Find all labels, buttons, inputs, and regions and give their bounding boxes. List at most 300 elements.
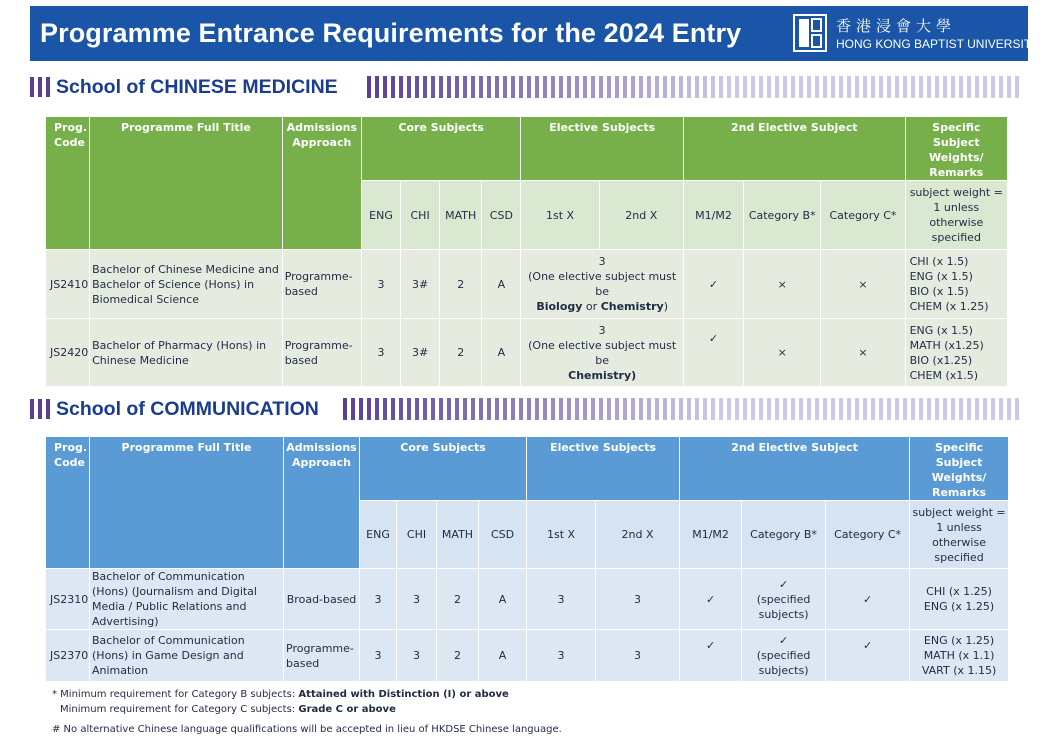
subheader-2nd-x: 2nd X [599, 181, 683, 250]
weight-item: BIO (x 1.5) [909, 285, 969, 298]
elective-note-subjects: Biology or Chemistry) [536, 300, 668, 313]
category-b-value [744, 250, 821, 319]
weight-item: ENG (x 1.5) [909, 270, 973, 283]
decorative-bar [487, 398, 491, 420]
decorative-bar [583, 76, 587, 98]
category-b-value [742, 630, 826, 682]
decorative-bar [991, 398, 995, 420]
check-icon: ✓ [708, 332, 719, 345]
decorative-bar [495, 76, 499, 98]
decorative-bar [615, 398, 619, 420]
decorative-bar [415, 76, 419, 98]
decorative-bar [879, 398, 883, 420]
decorative-bar [375, 76, 379, 98]
decorative-bar [503, 76, 507, 98]
subheader-1st-x: 1st X [527, 501, 596, 569]
subheader-chi: CHI [401, 181, 440, 250]
check-icon: ✓ [778, 577, 789, 591]
decorative-bar [807, 398, 811, 420]
decorative-bar [759, 398, 763, 420]
decorative-bar [391, 398, 395, 420]
category-c-value [826, 569, 910, 630]
decorative-bar [1015, 76, 1019, 98]
cross-icon: × [858, 277, 868, 291]
csd-level: A [479, 630, 527, 682]
decorative-bar [567, 398, 571, 420]
elective-min-level: 3 [598, 323, 606, 337]
decorative-bar [447, 76, 451, 98]
decorative-bar [479, 398, 483, 420]
decorative-bar [383, 398, 387, 420]
weight-item: VART (x 1.15) [921, 664, 997, 677]
decorative-bar [591, 76, 595, 98]
weight-item: ENG (x 1.5) [909, 323, 973, 337]
decorative-bar [839, 76, 843, 98]
m1m2-value [680, 630, 742, 682]
cross-icon: × [777, 277, 787, 291]
category-c-value [821, 319, 905, 387]
decorative-bar [727, 398, 731, 420]
decorative-bar [751, 76, 755, 98]
section-heading-communication [30, 396, 319, 422]
eng-level: 3 [360, 630, 397, 682]
subject-weights [905, 250, 1007, 319]
decorative-bar [567, 76, 571, 98]
prog-code: JS2420 [46, 319, 90, 387]
subheader-weights-default: subject weight = 1 unless otherwise specified [910, 501, 1009, 569]
weight-item: MATH (x 1.1) [923, 649, 995, 662]
cross-icon: × [777, 346, 787, 359]
subheader-csd: CSD [482, 181, 521, 250]
csd-level: A [479, 569, 527, 630]
2nd-x-level: 3 [596, 569, 680, 630]
elective-note: (One elective subject must be [528, 338, 677, 367]
decorative-bar [863, 76, 867, 98]
decorative-bar [943, 76, 947, 98]
section-bars-icon [30, 399, 50, 419]
decorative-bar [359, 398, 363, 420]
header-2nd-elective: 2nd Elective Subject [683, 117, 905, 181]
decorative-bar [391, 76, 395, 98]
decorative-bar [1007, 76, 1011, 98]
subheader-m1m2: M1/M2 [683, 181, 743, 250]
decorative-bar [831, 398, 835, 420]
decorative-bar [671, 398, 675, 420]
subject-weights [905, 319, 1007, 387]
category-b-note: (specified subjects) [756, 592, 811, 621]
decorative-bar [919, 398, 923, 420]
decorative-bar [663, 398, 667, 420]
category-c-value [821, 250, 905, 319]
subheader-chi: CHI [397, 501, 437, 569]
m1m2-value [683, 319, 743, 387]
decorative-bar [663, 76, 667, 98]
decorative-bar [783, 76, 787, 98]
decorative-bar [679, 76, 683, 98]
decorative-bar [815, 398, 819, 420]
decorative-bar [991, 76, 995, 98]
header-programme-title: Programme Full Title [90, 437, 284, 569]
hkbu-logo-icon [793, 14, 827, 52]
category-b-value [744, 319, 821, 387]
chi-level: 3# [401, 319, 440, 387]
decorative-bar [575, 398, 579, 420]
title-banner [30, 6, 1040, 61]
decorative-bar [343, 398, 347, 420]
table-row [46, 250, 1008, 319]
chi-level: 3 [397, 630, 437, 682]
category-b-value [742, 569, 826, 630]
header-programme-title: Programme Full Title [90, 117, 283, 250]
subheader-eng: ENG [360, 501, 397, 569]
decorative-bar [1007, 398, 1011, 420]
decorative-bar [575, 76, 579, 98]
table-chinese-medicine [45, 116, 1008, 387]
decorative-bar [719, 398, 723, 420]
subheader-category-b: Category B* [744, 181, 821, 250]
header-subject-weights: Specific Subject Weights/ Remarks [910, 437, 1009, 501]
admissions-approach: Programme-based [282, 250, 361, 319]
decorative-bar [615, 76, 619, 98]
decorative-bar [975, 398, 979, 420]
decorative-bar [911, 76, 915, 98]
decorative-bar [607, 76, 611, 98]
subject-weights [910, 630, 1009, 682]
decorative-bar [743, 398, 747, 420]
math-level: 2 [437, 630, 479, 682]
decorative-bar [655, 76, 659, 98]
decorative-bar [439, 398, 443, 420]
subheader-2nd-x: 2nd X [596, 501, 680, 569]
table-row [46, 319, 1008, 387]
decorative-bar [535, 76, 539, 98]
eng-level: 3 [361, 250, 400, 319]
decorative-bar [687, 398, 691, 420]
programme-title: Bachelor of Communication (Hons) (Journalism and Digital Media / Public Relations and Advertising) [90, 569, 284, 630]
decorative-bar [839, 398, 843, 420]
decorative-bar [455, 398, 459, 420]
decorative-bar [807, 76, 811, 98]
decorative-bars-communication [343, 398, 1028, 420]
decorative-bar [959, 76, 963, 98]
programme-title: Bachelor of Pharmacy (Hons) in Chinese Medicine [90, 319, 283, 387]
decorative-bar [423, 76, 427, 98]
check-icon: ✓ [778, 634, 789, 647]
decorative-bar [687, 76, 691, 98]
decorative-bar [823, 398, 827, 420]
logo-english-name: HONG KONG BAPTIST UNIVERSITY [836, 37, 1040, 51]
decorative-bar [791, 76, 795, 98]
subheader-category-b: Category B* [742, 501, 826, 569]
decorative-bar [431, 398, 435, 420]
decorative-bar [919, 76, 923, 98]
subheader-csd: CSD [479, 501, 527, 569]
decorative-bar [847, 398, 851, 420]
m1m2-value [680, 569, 742, 630]
decorative-bar [975, 76, 979, 98]
footnote-chinese-language: # No alternative Chinese language qualifications will be accepted in lieu of HKDSE Chinese language. [52, 724, 562, 735]
section-title: CHINESE MEDICINE [150, 75, 338, 98]
check-icon: ✓ [862, 592, 873, 606]
decorative-bar [367, 398, 371, 420]
decorative-bar [903, 76, 907, 98]
decorative-bar [703, 398, 707, 420]
weight-item: MATH (x1.25) [909, 338, 984, 352]
header-prog-code: Prog. Code [46, 437, 90, 569]
decorative-bar [999, 398, 1003, 420]
decorative-bar [543, 398, 547, 420]
subject-weights [910, 569, 1009, 630]
prog-code: JS2370 [46, 630, 90, 682]
decorative-bar [351, 398, 355, 420]
decorative-bar [767, 76, 771, 98]
page-title: Programme Entrance Requirements for the 2024 Entry [40, 18, 742, 48]
decorative-bar [623, 76, 627, 98]
decorative-bar [551, 398, 555, 420]
decorative-bar [951, 76, 955, 98]
decorative-bar [407, 76, 411, 98]
decorative-bar [727, 76, 731, 98]
decorative-bar [551, 76, 555, 98]
table-communication [45, 436, 1009, 682]
decorative-bar [967, 398, 971, 420]
decorative-bar [911, 398, 915, 420]
decorative-bar [631, 398, 635, 420]
decorative-bar [399, 398, 403, 420]
csd-level: A [482, 250, 521, 319]
decorative-bar [631, 76, 635, 98]
decorative-bar [887, 398, 891, 420]
decorative-bar [847, 76, 851, 98]
subheader-category-c: Category C* [821, 181, 905, 250]
decorative-bar [879, 76, 883, 98]
decorative-bar [735, 76, 739, 98]
decorative-bar [855, 398, 859, 420]
footnote-category-b: * Minimum requirement for Category B subjects: Attained with Distinction (I) or above [52, 689, 509, 700]
decorative-bar [511, 76, 515, 98]
m1m2-value [683, 250, 743, 319]
decorative-bar [559, 76, 563, 98]
elective-note: (One elective subject must be [528, 270, 677, 298]
admissions-approach: Programme-based [282, 319, 361, 387]
1st-x-level: 3 [527, 569, 596, 630]
decorative-bar [983, 398, 987, 420]
decorative-bar [743, 76, 747, 98]
header-subject-weights: Specific Subject Weights/ Remarks [905, 117, 1007, 181]
check-icon: ✓ [705, 639, 716, 652]
decorative-bar [871, 398, 875, 420]
decorative-bar [775, 76, 779, 98]
decorative-bar [735, 398, 739, 420]
decorative-bar [423, 398, 427, 420]
decorative-bar [903, 398, 907, 420]
decorative-bar [983, 76, 987, 98]
decorative-bar [815, 76, 819, 98]
chi-level: 3# [401, 250, 440, 319]
footnote-category-c: Minimum requirement for Category C subjects: Grade C or above [60, 704, 396, 715]
decorative-bar [831, 76, 835, 98]
decorative-bar [799, 398, 803, 420]
decorative-bar [887, 76, 891, 98]
check-icon: ✓ [705, 592, 716, 606]
header-core-subjects: Core Subjects [361, 117, 520, 181]
decorative-bar [519, 398, 523, 420]
subheader-category-c: Category C* [826, 501, 910, 569]
decorative-bar [759, 76, 763, 98]
decorative-bar [711, 76, 715, 98]
math-level: 2 [440, 319, 482, 387]
decorative-bar [767, 398, 771, 420]
programme-title: Bachelor of Communication (Hons) in Game Design and Animation [90, 630, 284, 682]
decorative-bar [871, 76, 875, 98]
header-admissions-approach: Admissions Approach [282, 117, 361, 250]
decorative-bar [783, 398, 787, 420]
weight-item: ENG (x 1.25) [923, 600, 995, 613]
decorative-bar [695, 398, 699, 420]
decorative-bar [455, 76, 459, 98]
decorative-bar [519, 76, 523, 98]
elective-note-subjects: Chemistry) [568, 368, 637, 382]
decorative-bar [495, 398, 499, 420]
header-admissions-approach: Admissions Approach [284, 437, 360, 569]
decorative-bar [935, 76, 939, 98]
cross-icon: × [858, 346, 868, 359]
table-row [46, 569, 1009, 630]
2nd-x-level: 3 [596, 630, 680, 682]
section-title-prefix: School of [56, 75, 151, 98]
decorative-bar [503, 398, 507, 420]
elective-min-level: 3 [598, 255, 606, 268]
decorative-bar [895, 76, 899, 98]
elective-requirement [521, 250, 684, 319]
csd-level: A [482, 319, 521, 387]
decorative-bar [599, 398, 603, 420]
decorative-bar [479, 76, 483, 98]
weight-item: CHEM (x1.5) [909, 368, 979, 382]
decorative-bar [943, 398, 947, 420]
decorative-bar [799, 76, 803, 98]
section-bars-icon [30, 77, 50, 97]
math-level: 2 [440, 250, 482, 319]
math-level: 2 [437, 569, 479, 630]
decorative-bar [415, 398, 419, 420]
decorative-bar [639, 398, 643, 420]
decorative-bar [543, 76, 547, 98]
subheader-1st-x: 1st X [521, 181, 599, 250]
decorative-bar [431, 76, 435, 98]
decorative-bar [439, 76, 443, 98]
decorative-bar [927, 398, 931, 420]
decorative-bar [959, 398, 963, 420]
decorative-bar [591, 398, 595, 420]
subheader-math: MATH [440, 181, 482, 250]
weight-item: BIO (x1.25) [909, 353, 973, 367]
decorative-bar [367, 76, 371, 98]
weight-item: CHEM (x 1.25) [909, 300, 989, 313]
category-b-note: (specified subjects) [756, 649, 811, 677]
category-c-value [826, 630, 910, 682]
decorative-bar [791, 398, 795, 420]
decorative-bar [671, 76, 675, 98]
decorative-bar [527, 76, 531, 98]
decorative-bar [927, 76, 931, 98]
decorative-bar [559, 398, 563, 420]
decorative-bar [471, 76, 475, 98]
decorative-bar [895, 398, 899, 420]
decorative-bar [951, 398, 955, 420]
decorative-bar [463, 76, 467, 98]
decorative-bar [695, 76, 699, 98]
prog-code: JS2410 [46, 250, 90, 319]
decorative-bar [407, 398, 411, 420]
decorative-bar [775, 398, 779, 420]
decorative-bar [647, 76, 651, 98]
subheader-weights-default: subject weight = 1 unless otherwise specified [905, 181, 1007, 250]
table-row [46, 630, 1009, 682]
decorative-bar [583, 398, 587, 420]
decorative-bar [703, 76, 707, 98]
decorative-bar [823, 76, 827, 98]
decorative-bar [655, 398, 659, 420]
header-2nd-elective: 2nd Elective Subject [680, 437, 910, 501]
weight-item: CHI (x 1.25) [926, 585, 992, 598]
subheader-eng: ENG [361, 181, 400, 250]
decorative-bar [1015, 398, 1019, 420]
section-heading-chinese-medicine [30, 74, 338, 100]
decorative-bar [399, 76, 403, 98]
header-prog-code: Prog. Code [46, 117, 90, 250]
section-title: COMMUNICATION [150, 397, 319, 420]
elective-requirement [521, 319, 684, 387]
decorative-bar [679, 398, 683, 420]
decorative-bar [511, 398, 515, 420]
admissions-approach: Broad-based [284, 569, 360, 630]
header-elective-subjects: Elective Subjects [527, 437, 680, 501]
section-title-prefix: School of [56, 397, 151, 420]
header-elective-subjects: Elective Subjects [521, 117, 684, 181]
weight-item: ENG (x 1.25) [923, 634, 995, 647]
decorative-bar [719, 76, 723, 98]
admissions-approach: Programme-based [284, 630, 360, 682]
decorative-bar [599, 76, 603, 98]
decorative-bar [527, 398, 531, 420]
decorative-bar [863, 398, 867, 420]
decorative-bars-chinese-medicine [367, 76, 1028, 98]
eng-level: 3 [361, 319, 400, 387]
decorative-bar [751, 398, 755, 420]
decorative-bar [375, 398, 379, 420]
check-icon: ✓ [862, 639, 873, 652]
chi-level: 3 [397, 569, 437, 630]
subheader-math: MATH [437, 501, 479, 569]
decorative-bar [463, 398, 467, 420]
decorative-bar [447, 398, 451, 420]
1st-x-level: 3 [527, 630, 596, 682]
decorative-bar [967, 76, 971, 98]
subheader-m1m2: M1/M2 [680, 501, 742, 569]
decorative-bar [999, 76, 1003, 98]
logo-chinese-name: 香港浸會大學 [836, 17, 957, 35]
programme-title: Bachelor of Chinese Medicine and Bachelor of Science (Hons) in Biomedical Science [90, 250, 283, 319]
decorative-bar [471, 398, 475, 420]
header-core-subjects: Core Subjects [360, 437, 527, 501]
decorative-bar [935, 398, 939, 420]
decorative-bar [623, 398, 627, 420]
decorative-bar [383, 76, 387, 98]
decorative-bar [639, 76, 643, 98]
decorative-bar [711, 398, 715, 420]
decorative-bar [535, 398, 539, 420]
